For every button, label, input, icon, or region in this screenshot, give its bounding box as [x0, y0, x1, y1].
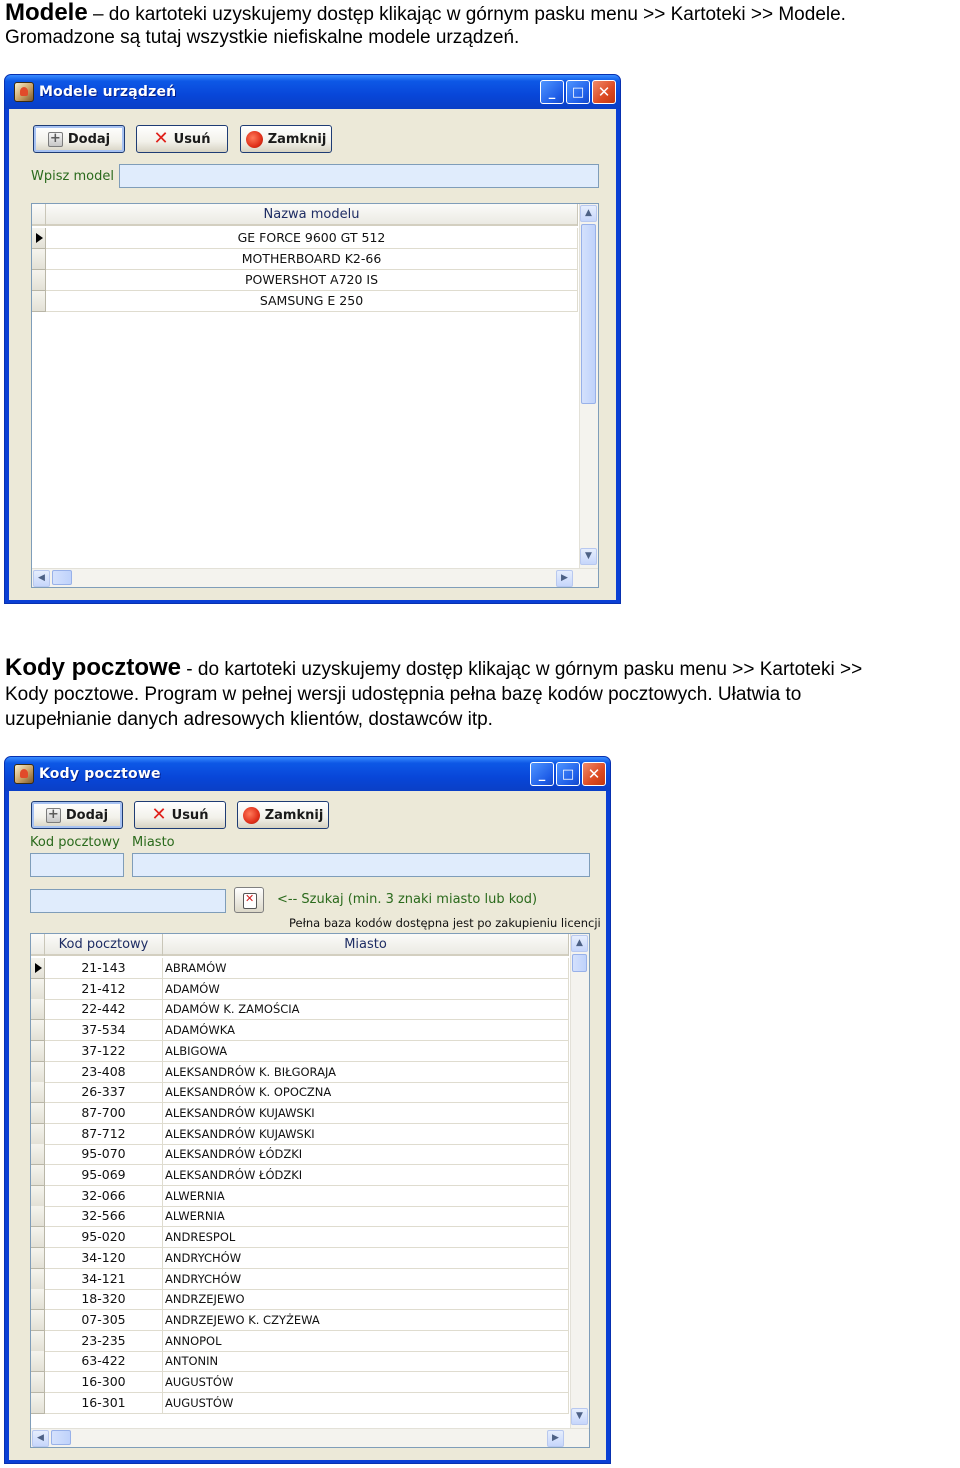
- row-indicator: [31, 1372, 45, 1393]
- postal-code-cell[interactable]: 21-143: [45, 958, 163, 979]
- table-row[interactable]: [31, 999, 569, 1020]
- row-indicator: [31, 1206, 45, 1227]
- models-titlebar[interactable]: [5, 75, 620, 109]
- horizontal-scrollbar[interactable]: [32, 568, 598, 587]
- postal-codes-window: [4, 756, 611, 1464]
- vertical-scrollbar[interactable]: [570, 934, 589, 1428]
- city-label: Miasto: [132, 835, 175, 850]
- postal-window-title: Kody pocztowe: [39, 766, 161, 782]
- table-row[interactable]: [31, 1393, 569, 1414]
- plus-icon: +: [48, 132, 63, 147]
- city-cell[interactable]: ANDRYCHÓW: [163, 1269, 569, 1290]
- row-indicator: [31, 1269, 45, 1290]
- section2-line1: [5, 655, 862, 682]
- table-row[interactable]: [31, 1351, 569, 1372]
- minimize-button[interactable]: _: [530, 762, 554, 786]
- section1-line1-text: – do kartoteki uzyskujemy dostęp klikając w górnym pasku menu >> Kartoteki >> Modele.: [87, 4, 846, 25]
- table-row[interactable]: [32, 291, 578, 312]
- city-cell[interactable]: ALEKSANDRÓW KUJAWSKI: [163, 1103, 569, 1124]
- city-cell[interactable]: ADAMÓWKA: [163, 1020, 569, 1041]
- delete-button[interactable]: [136, 125, 228, 153]
- row-indicator: [31, 1310, 45, 1331]
- postal-code-label: Kod pocztowy: [30, 835, 120, 850]
- close-button-label: Zamknij: [264, 807, 324, 823]
- row-indicator: [32, 291, 46, 312]
- maximize-button[interactable]: □: [556, 762, 580, 786]
- city-cell[interactable]: ADAMÓW: [163, 979, 569, 1000]
- table-row[interactable]: [31, 1165, 569, 1186]
- model-name-cell[interactable]: GE FORCE 9600 GT 512: [46, 228, 578, 249]
- row-indicator: [32, 249, 46, 270]
- city-cell[interactable]: ANDRZEJEWO K. CZYŻEWA: [163, 1310, 569, 1331]
- section1-line2: Gromadzone są tutaj wszystkie niefiskalne modele urządzeń.: [5, 27, 520, 48]
- city-cell[interactable]: ALBIGOWA: [163, 1041, 569, 1062]
- postal-code-cell[interactable]: 23-235: [45, 1331, 163, 1352]
- postal-client-area: [9, 791, 606, 1460]
- postal-code-cell[interactable]: 23-408: [45, 1062, 163, 1083]
- city-cell[interactable]: ALEKSANDRÓW ŁÓDZKI: [163, 1165, 569, 1186]
- close-star-icon: [246, 131, 263, 148]
- city-cell[interactable]: ALEKSANDRÓW K. OPOCZNA: [163, 1082, 569, 1103]
- postal-code-cell[interactable]: 07-305: [45, 1310, 163, 1331]
- city-cell[interactable]: ADAMÓW K. ZAMOŚCIA: [163, 999, 569, 1020]
- add-button[interactable]: [31, 801, 123, 829]
- row-indicator: [31, 1186, 45, 1207]
- close-window-button[interactable]: ✕: [592, 80, 616, 104]
- delete-button[interactable]: [134, 801, 226, 829]
- postal-code-cell[interactable]: 63-422: [45, 1351, 163, 1372]
- app-icon: [14, 764, 34, 784]
- postal-code-cell[interactable]: 18-320: [45, 1289, 163, 1310]
- table-row[interactable]: [31, 1289, 569, 1310]
- close-window-button[interactable]: ✕: [582, 762, 606, 786]
- table-row[interactable]: [31, 1124, 569, 1145]
- table-row[interactable]: [31, 1372, 569, 1393]
- scroll-down-button[interactable]: ▼: [571, 1408, 588, 1425]
- city-header[interactable]: Miasto: [163, 934, 569, 956]
- city-cell[interactable]: ALEKSANDRÓW KUJAWSKI: [163, 1124, 569, 1145]
- search-hint: <-- Szukaj (min. 3 znaki miasto lub kod): [277, 892, 538, 907]
- scroll-up-button[interactable]: ▲: [571, 935, 588, 952]
- model-filter-label: Wpisz model: [31, 169, 114, 184]
- model-name-header[interactable]: Nazwa modelu: [46, 204, 578, 226]
- table-row[interactable]: [31, 1206, 569, 1227]
- minimize-button[interactable]: _: [540, 80, 564, 104]
- postal-code-cell[interactable]: 95-020: [45, 1227, 163, 1248]
- city-input[interactable]: [132, 853, 590, 877]
- row-indicator: [31, 1144, 45, 1165]
- postal-code-cell[interactable]: 22-442: [45, 999, 163, 1020]
- row-indicator: [31, 999, 45, 1020]
- row-indicator: [31, 1062, 45, 1083]
- maximize-button[interactable]: □: [566, 80, 590, 104]
- table-row[interactable]: [32, 270, 578, 291]
- postal-code-input[interactable]: [30, 853, 124, 877]
- add-button-label: Dodaj: [65, 807, 109, 823]
- table-row[interactable]: [32, 228, 578, 249]
- current-row-indicator: [31, 958, 45, 979]
- row-indicator: [31, 1351, 45, 1372]
- model-name-cell[interactable]: POWERSHOT A720 IS: [46, 270, 578, 291]
- table-row[interactable]: [31, 979, 569, 1000]
- license-note: Pełna baza kodów dostępna jest po zakupieniu licencji: [289, 916, 601, 930]
- section2-heading: Kody pocztowe: [5, 654, 182, 681]
- row-indicator: [31, 1082, 45, 1103]
- table-row[interactable]: [31, 1310, 569, 1331]
- row-indicator: [31, 1020, 45, 1041]
- vertical-scrollbar[interactable]: [579, 204, 598, 568]
- section2-line2: Kody pocztowe. Program w pełnej wersji udostępnia pełna bazę kodów pocztowych. Ułatwia to: [5, 684, 802, 705]
- add-button-label: Dodaj: [67, 131, 111, 147]
- scroll-right-button[interactable]: ▶: [556, 570, 573, 587]
- row-indicator: [31, 1165, 45, 1186]
- table-row[interactable]: [31, 1062, 569, 1083]
- app-icon: [14, 82, 34, 102]
- search-input[interactable]: [30, 889, 226, 913]
- plus-icon: +: [46, 808, 61, 823]
- scroll-right-button[interactable]: ▶: [547, 1430, 564, 1447]
- horizontal-scrollbar[interactable]: [31, 1428, 589, 1447]
- row-indicator: [31, 979, 45, 1000]
- postal-code-cell[interactable]: 37-122: [45, 1041, 163, 1062]
- scroll-thumb[interactable]: [581, 224, 596, 404]
- postal-code-cell[interactable]: 32-066: [45, 1186, 163, 1207]
- table-row[interactable]: [31, 1082, 569, 1103]
- postal-code-cell[interactable]: 37-534: [45, 1020, 163, 1041]
- section2-line1-text: - do kartoteki uzyskujemy dostęp klikając w górnym pasku menu >> Kartoteki >>: [181, 659, 863, 680]
- city-cell[interactable]: ANNOPOL: [163, 1331, 569, 1352]
- add-button[interactable]: [33, 125, 125, 153]
- scroll-down-button[interactable]: ▼: [580, 548, 597, 565]
- postal-codes-grid: [30, 933, 590, 1448]
- row-indicator: [31, 1041, 45, 1062]
- h-scroll-thumb[interactable]: [52, 570, 72, 585]
- postal-code-header[interactable]: Kod pocztowy: [45, 934, 163, 956]
- table-row[interactable]: [31, 1186, 569, 1207]
- delete-x-icon: ✕: [151, 804, 167, 825]
- table-row[interactable]: [31, 1269, 569, 1290]
- table-row[interactable]: [31, 1020, 569, 1041]
- city-cell[interactable]: ALEKSANDRÓW K. BIŁGORAJA: [163, 1062, 569, 1083]
- row-indicator: [31, 1124, 45, 1145]
- model-name-cell[interactable]: SAMSUNG E 250: [46, 291, 578, 312]
- postal-code-cell[interactable]: 16-301: [45, 1393, 163, 1414]
- table-row[interactable]: [31, 1227, 569, 1248]
- postal-code-cell[interactable]: 26-337: [45, 1082, 163, 1103]
- row-indicator: [31, 1103, 45, 1124]
- postal-code-cell[interactable]: 21-412: [45, 979, 163, 1000]
- table-row[interactable]: [31, 1248, 569, 1269]
- table-row[interactable]: [31, 1144, 569, 1165]
- search-filter-icon[interactable]: [234, 887, 264, 913]
- city-cell[interactable]: ALWERNIA: [163, 1206, 569, 1227]
- delete-button-label: Usuń: [173, 131, 211, 147]
- postal-code-cell[interactable]: 16-300: [45, 1372, 163, 1393]
- close-button[interactable]: [240, 125, 332, 153]
- table-row[interactable]: [31, 1103, 569, 1124]
- h-scroll-thumb[interactable]: [51, 1430, 71, 1445]
- row-indicator: [31, 1289, 45, 1310]
- delete-x-icon: ✕: [153, 128, 169, 149]
- row-indicator-header: [31, 934, 45, 956]
- scroll-left-button[interactable]: ◀: [33, 570, 50, 587]
- postal-code-cell[interactable]: 95-069: [45, 1165, 163, 1186]
- city-cell[interactable]: ABRAMÓW: [163, 958, 569, 979]
- model-filter-input[interactable]: [119, 164, 599, 188]
- city-cell[interactable]: ANDRESPOL: [163, 1227, 569, 1248]
- scroll-left-button[interactable]: ◀: [32, 1430, 49, 1447]
- postal-code-cell[interactable]: 95-070: [45, 1144, 163, 1165]
- current-row-indicator: [32, 228, 46, 249]
- city-cell[interactable]: ANDRZEJEWO: [163, 1289, 569, 1310]
- city-cell[interactable]: ANTONIN: [163, 1351, 569, 1372]
- close-star-icon: [243, 807, 260, 824]
- row-indicator: [32, 270, 46, 291]
- scroll-up-button[interactable]: ▲: [580, 205, 597, 222]
- model-name-cell[interactable]: MOTHERBOARD K2-66: [46, 249, 578, 270]
- row-indicator: [31, 1248, 45, 1269]
- table-row[interactable]: [32, 249, 578, 270]
- postal-code-cell[interactable]: 87-700: [45, 1103, 163, 1124]
- postal-code-cell[interactable]: 32-566: [45, 1206, 163, 1227]
- row-indicator: [31, 1331, 45, 1352]
- close-button[interactable]: [237, 801, 329, 829]
- postal-code-cell[interactable]: 34-120: [45, 1248, 163, 1269]
- delete-button-label: Usuń: [171, 807, 209, 823]
- table-row[interactable]: [31, 958, 569, 979]
- table-row[interactable]: [31, 1041, 569, 1062]
- postal-code-cell[interactable]: 34-121: [45, 1269, 163, 1290]
- section2-line3: uzupełnianie danych adresowych klientów, dostawców itp.: [5, 709, 493, 730]
- table-row[interactable]: [31, 1331, 569, 1352]
- scroll-thumb[interactable]: [572, 954, 587, 972]
- city-cell[interactable]: ALWERNIA: [163, 1186, 569, 1207]
- row-indicator-header: [32, 204, 46, 226]
- postal-code-cell[interactable]: 87-712: [45, 1124, 163, 1145]
- city-cell[interactable]: ANDRYCHÓW: [163, 1248, 569, 1269]
- section1-heading: Modele: [5, 0, 88, 26]
- city-cell[interactable]: AUGUSTÓW: [163, 1372, 569, 1393]
- city-cell[interactable]: AUGUSTÓW: [163, 1393, 569, 1414]
- city-cell[interactable]: ALEKSANDRÓW ŁÓDZKI: [163, 1144, 569, 1165]
- models-client-area: [9, 109, 616, 600]
- row-indicator: [31, 1227, 45, 1248]
- models-window: [4, 74, 621, 604]
- models-window-title: Modele urządzeń: [39, 84, 177, 100]
- models-grid: [31, 203, 599, 588]
- row-indicator: [31, 1393, 45, 1414]
- postal-titlebar[interactable]: [5, 757, 610, 791]
- close-button-label: Zamknij: [267, 131, 327, 147]
- section1-line1: [5, 0, 846, 27]
